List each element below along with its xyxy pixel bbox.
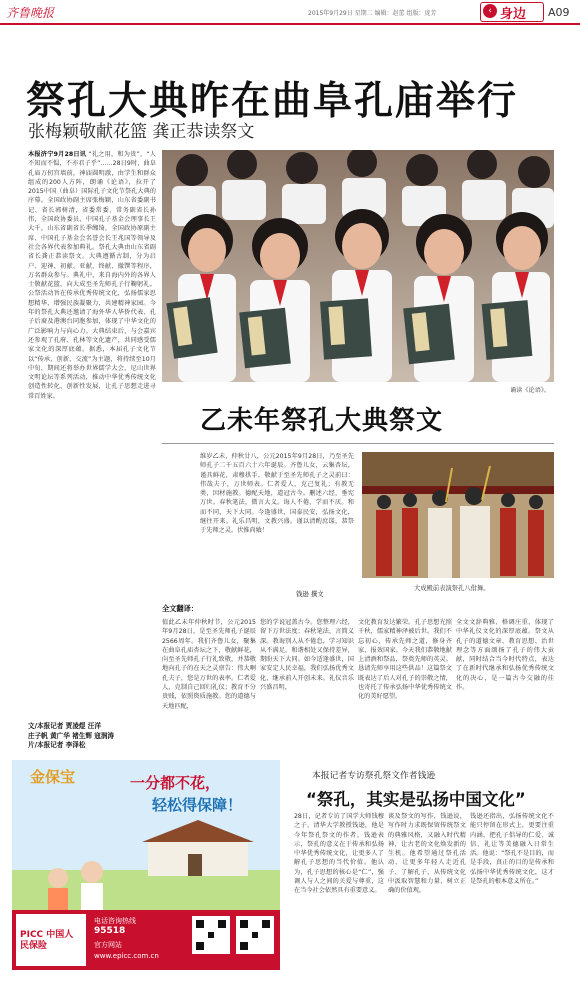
newspaper-logo: 齐鲁晚报	[6, 6, 55, 20]
section-label: 身边	[500, 7, 527, 22]
ad-website[interactable]: www.epicc.com.cn	[94, 952, 159, 960]
eulogy-author: 钱逊 撰文	[296, 590, 324, 598]
masthead-rule	[0, 23, 580, 25]
translation-col-3: 文化教育发达繁荣。孔子思想光照千秋，儒家精神泽被后世。我们不忘初心，传承先师之道，修身齐家，报效国家。今天我们恭敬地献上清酒和祭品，祭奠先师的英灵。恳请先师享用这些供品！这篇祭文既表达了后人对孔子的崇敬之情，也寄托了传承弘扬中华优秀传统文化的美好愿望。	[358, 619, 452, 701]
sub-headline: 张梅颖敬献花篮 龚正恭读祭文	[28, 122, 255, 142]
interview-col-3: 钱逊还指出，弘扬传统文化不能只停留在形式上，更要注重内涵，把孔子倡导的仁爱、诚信、礼让等美德融入日常生活。他说：“祭孔不是目的，而是手段，真正的目的是传承和弘扬中华优秀传统文化，这才是祭孔的根本意义所在。”	[470, 813, 554, 886]
interview-col-2: 谈及祭文的写作，钱逊说，写作时力求既保留传统祭文的典雅风格，又融入时代精神，让古老的文化焕发新的生机。他希望通过祭孔活动，让更多年轻人走近孔子、了解孔子，从传统文化中汲取智慧和力量，树立正确的价值观。	[388, 813, 466, 895]
section-divider	[162, 443, 554, 444]
lead-body: “礼之用，和为贵”，“人不知而不愠，不亦君子乎”……28日9时，曲阜孔庙万仞宫墙前，神庙圆明澈，由学生和群众组成的200人方阵，朗诵《论语》，拉开了2015中国（曲阜）国际孔子文化节祭孔大典的序幕。全国政协副主席张梅颖，山东省委副书记、省长郭树清，省委常委、常务副省长孙伟，全国政协委员、中国孔子基金会理事长王大千，山东省副省长季缃绮，全国政协原副主席、中国孔子基金会名誉会长王兆国等领导及社会各界代表参加典礼。祭孔大典由山东省副省长龚正恭读祭文。大典遵循古制，分为启户、迎神、初献、亚献、终献、撤馔等程序，万名群众参与。典礼中，来自海内外的各界人士敬献花篮，向大成至圣先师孔子行鞠躬礼。公祭活动旨在传承优秀传统文化，弘扬儒家思想精华，增强民族凝聚力，共建精神家园。今年的祭孔大典还邀请了海外华人华侨代表、孔子后裔及港澳台同胞参加，体现了中华文化的广泛影响力与向心力。大典结束后，与会嘉宾还参观了孔府、孔林等文化遗产，共同感受儒家文化的深厚底蕴。据悉，本届孔子文化节以“传承、创新、交流”为主题，将持续至10月中旬，期间还将举办世界儒学大会、尼山世界文明论坛等系列活动，推动中华优秀传统文化创造性转化、创新性发展，让孔子思想走进寻常百姓家。	[28, 151, 156, 400]
translation-col-4: 全文文辞典雅、格调庄重，体现了中华礼仪文化的深厚底蕴。祭文从孔子的道德文章、教育思想、治世理念等方面颂扬了孔子的伟大贡献，同时结合当今时代特点，表达了在新时代继承和弘扬优秀传统文化的决心，是一篇古今交融的佳作。	[456, 619, 554, 692]
ad-brand: 金保宝	[30, 768, 76, 786]
translation-col-2: 您的学说冠盖古今。您整理六经，留下万世法度；春秋笔法，言简义深。教诲别人从不倦怠，学习知识从不满足。和谐相处又保持差异，期盼天下大同。如今适逢盛世，国家安定人民幸福，我们弘扬优秀文化，继承前人开创未来。礼仪音乐兴盛昌明，	[260, 619, 354, 692]
lead-article	[28, 150, 156, 720]
interview-col-1: 28日，记者专访了国学大师钱穆之子、清华大学教授钱逊，他是今年祭孔祭文的作者。钱逊表示，祭孔的意义在于传承和弘扬中华优秀传统文化，让更多人了解孔子思想的当代价值。他认为，孔子思想的核心是“仁”，强调人与人之间的关爱与尊重，这在当今社会依然具有重要意义。	[294, 813, 384, 895]
translation-label: 全文翻译：	[162, 604, 198, 613]
eulogy-headline: 乙未年祭孔大典祭文	[200, 406, 444, 436]
dateline: 本报济宁9月28日讯	[28, 151, 87, 158]
ad-hotline[interactable]: 95518	[94, 926, 126, 936]
photo1-caption: 诵读《论语》。	[510, 387, 551, 394]
chevron-left-icon: ‹	[483, 4, 497, 18]
eulogy-text: 维岁乙未，仲秋廿八，公元2015年9月28日，乃至圣先师孔子二千五百六十六年诞辰。齐鲁儿女，云集杏坛，谨具鲜花，肃穆拱手，敬献于至圣先师孔子之灵前曰：伟哉夫子，万世师表。仁者爱人，克己复礼；有教无类，因材施教。德配天地，道冠古今。删述六经，垂宪万世。春秋笔法，微言大义。诲人不倦，学而不厌。和而不同，天下大同。今逢盛世，国泰民安，弘扬文化，继往开来。礼乐昌明，文教兴盛。谨以清酌庶馐，恭祭于先师之灵。伏惟尚飨！	[200, 453, 354, 535]
students-reciting-photo	[162, 150, 554, 382]
ad-website-label: 官方网站	[94, 941, 122, 949]
ad-slogan-1: 一分都不花，	[130, 774, 221, 792]
insurance-advertisement[interactable]	[12, 760, 280, 970]
issue-info: 2015年9月29日 星期二 编辑：赵蕾 组版：庞芳	[308, 10, 437, 17]
page-number: A09	[548, 6, 570, 19]
ad-company: PICC 中国人民保险	[20, 930, 74, 951]
translation-col-1: 值此乙未年仲秋时节，公元2015年9月28日，是至圣先师孔子诞辰2566周年。我们齐鲁儿女，聚集在曲阜孔庙杏坛之下，敬献鲜花，向至圣先师孔子行礼致敬，并恭敬地向孔子的在天之灵禀告：伟大啊孔夫子，您是万世的表率。仁者爱人，克制自己回归礼仪；教育不分贵贱，依照资质施教。您的道德与天地匹配，	[162, 619, 256, 710]
dance-ceremony-photo	[362, 452, 554, 578]
ad-slogan-2: 轻松得保障！	[152, 796, 243, 814]
byline: 文/本报记者 贾凌煜 汪洋 庄子帆 黄广华 褚生辉 寇润涛 片/本报记者 李泽松	[28, 722, 115, 749]
main-headline: 祭孔大典昨在曲阜孔庙举行	[26, 79, 519, 124]
ad-hotline-label: 电话咨询热线	[94, 917, 136, 925]
photo2-caption: 大成殿前表演祭孔八佾舞。	[414, 585, 490, 592]
interview-headline: “祭孔，其实是弘扬中国文化”	[306, 790, 526, 809]
interview-kicker: 本报记者专访祭孔祭文作者钱逊	[312, 771, 436, 781]
